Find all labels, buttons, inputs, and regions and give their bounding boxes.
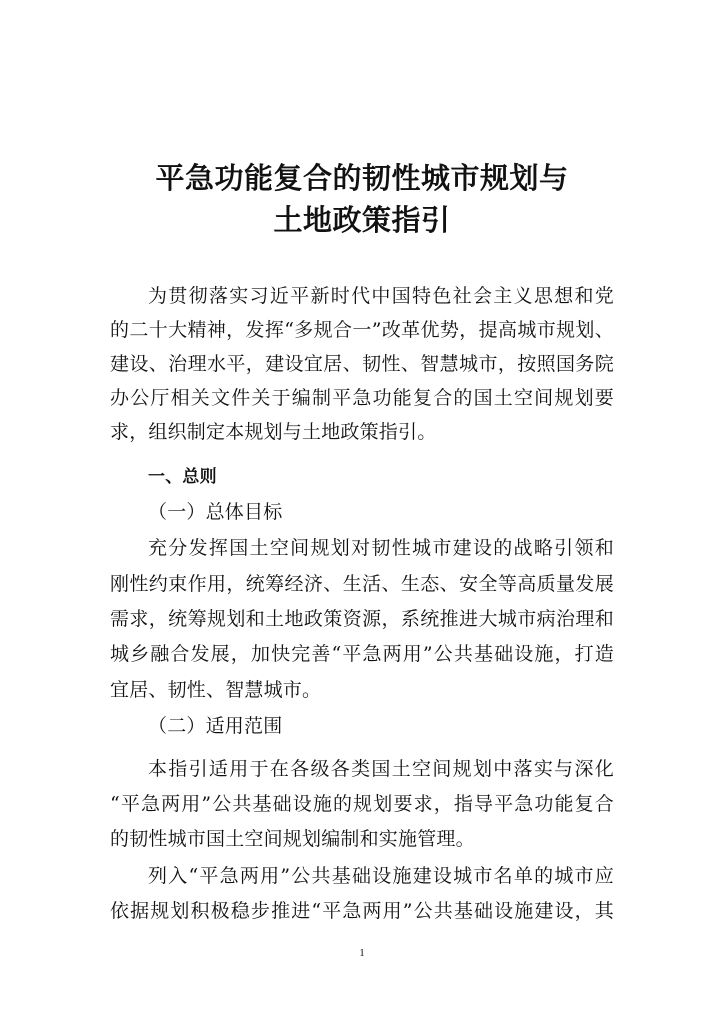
goal-paragraph-line-5: 宜居、韧性、智慧城市。 bbox=[110, 679, 322, 701]
intro-paragraph-line-3: 建设、治理水平，建设宜居、韧性、智慧城市，按照国务院 bbox=[110, 353, 614, 375]
scope-paragraph-line-2: “平急两用”公共基础设施的规划要求，指导平急功能复合 bbox=[110, 793, 614, 815]
intro-paragraph-line-1: 为贯彻落实习近平新时代中国特色社会主义思想和党 bbox=[148, 285, 614, 307]
list-paragraph-line-1: 列入“平急两用”公共基础设施建设城市名单的城市应 bbox=[148, 865, 614, 887]
goal-paragraph-line-1: 充分发挥国土空间规划对韧性城市建设的战略引领和 bbox=[148, 537, 614, 559]
goal-paragraph-line-4: 城乡融合发展，加快完善“平急两用”公共基础设施，打造 bbox=[110, 643, 614, 665]
subsection-heading-overall-goal: （一）总体目标 bbox=[148, 501, 283, 523]
subsection-heading-scope: （二）适用范围 bbox=[148, 715, 283, 737]
intro-paragraph-line-4: 办公厅相关文件关于编制平急功能复合的国土空间规划要 bbox=[110, 387, 614, 409]
intro-paragraph-line-5: 求，组织制定本规划与土地政策指引。 bbox=[110, 421, 437, 443]
section-heading-general-principles: 一、总则 bbox=[148, 467, 217, 487]
scope-paragraph-line-3: 的韧性城市国土空间规划编制和实施管理。 bbox=[110, 828, 475, 850]
document-title-line-2: 土地政策指引 bbox=[273, 203, 451, 237]
list-paragraph-line-2: 依据规划积极稳步推进“平急两用”公共基础设施建设，其 bbox=[110, 900, 614, 922]
page-number: 1 bbox=[359, 947, 365, 959]
goal-paragraph-line-2: 刚性约束作用，统筹经济、生活、生态、安全等高质量发展 bbox=[110, 573, 614, 595]
intro-paragraph-line-2: 的二十大精神，发挥“多规合一”改革优势，提高城市规划、 bbox=[110, 319, 614, 341]
scope-paragraph-line-1: 本指引适用于在各级各类国土空间规划中落实与深化 bbox=[148, 758, 614, 780]
goal-paragraph-line-3: 需求，统筹规划和土地政策资源，系统推进大城市病治理和 bbox=[110, 608, 614, 630]
document-title-line-1: 平急功能复合的韧性城市规划与 bbox=[155, 161, 569, 195]
